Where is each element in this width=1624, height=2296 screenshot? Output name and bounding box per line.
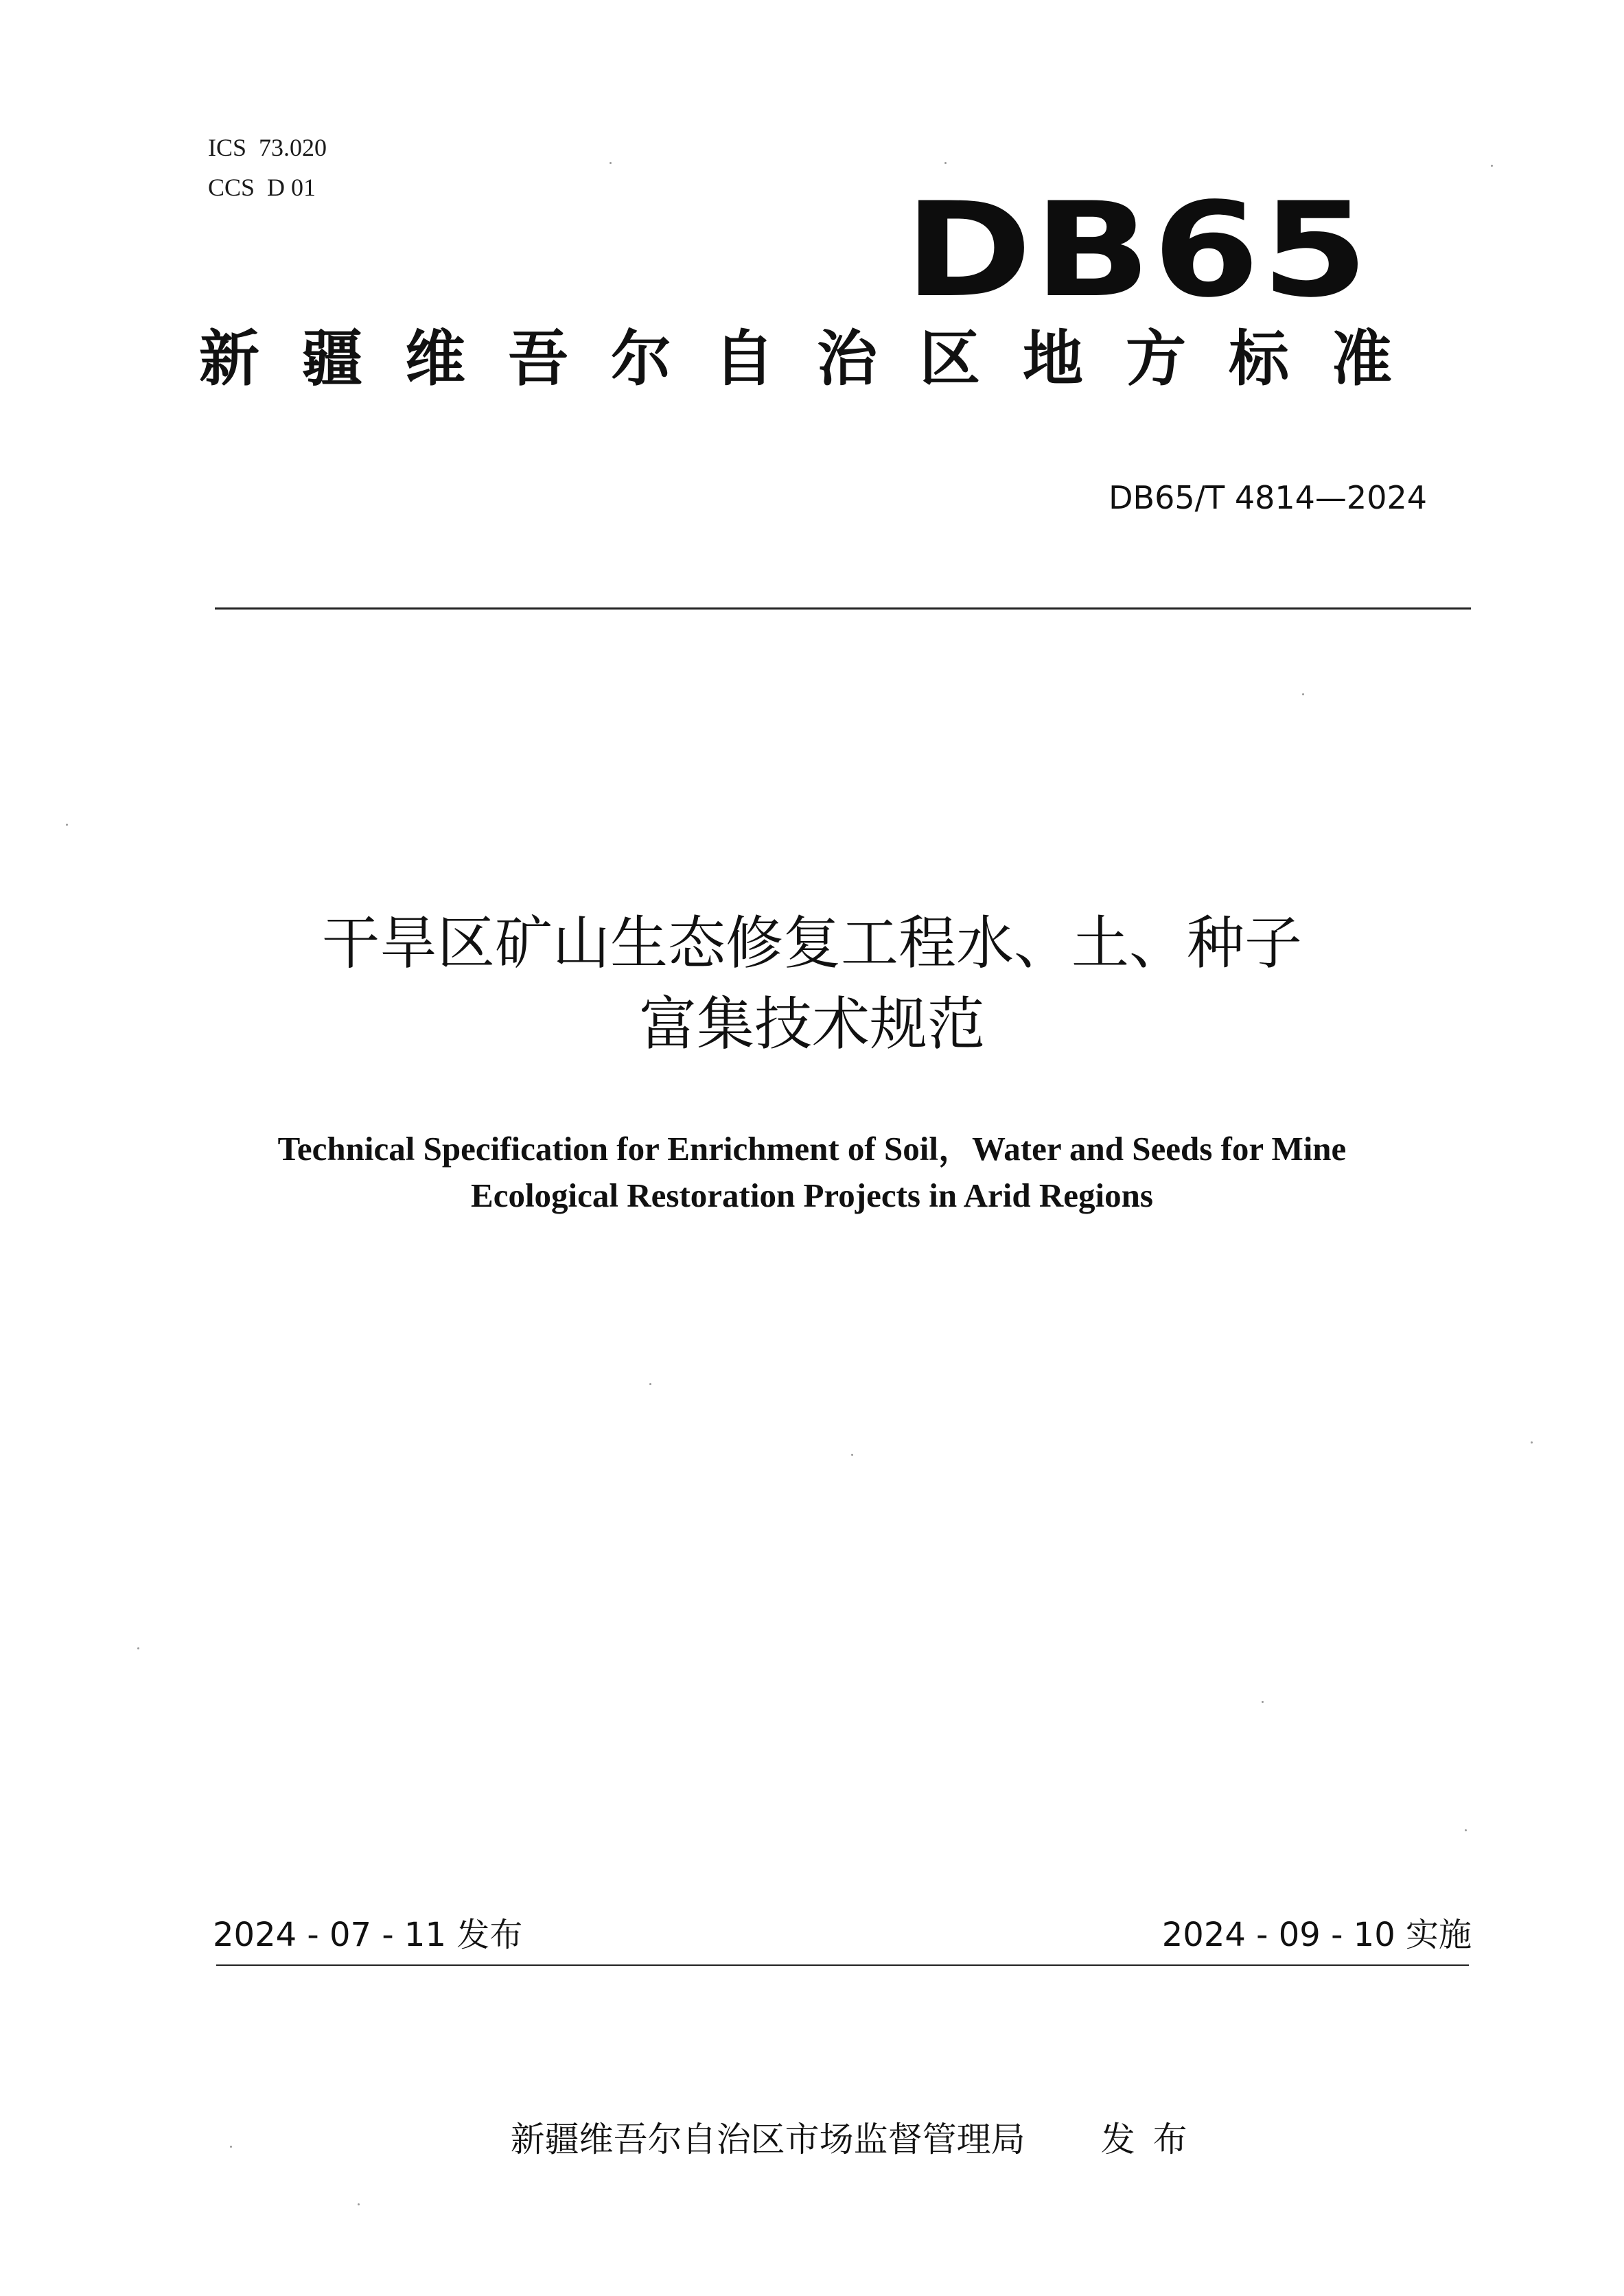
scan-speck [1531, 1441, 1533, 1443]
chinese-title [0, 903, 1624, 1065]
classification-codes [208, 128, 327, 207]
ccs-code: CCS D 01 [208, 174, 316, 201]
english-title-line-2: Ecological Restoration Projects in Arid Regions [471, 1176, 1153, 1214]
scan-speck [137, 1647, 139, 1649]
effective-date: 2024 - 09 - 10 实施 [1161, 1916, 1472, 1954]
scan-speck [851, 1454, 853, 1456]
publisher-line [467, 2072, 1205, 2207]
scan-speck [649, 1383, 651, 1385]
ics-code: ICS 73.020 [208, 134, 327, 161]
scan-speck [1302, 693, 1304, 695]
english-title [0, 1126, 1624, 1219]
publisher-name: 新疆维吾尔自治区市场监督管理局 [510, 2120, 1025, 2159]
db65-logo: DB65 [904, 174, 1370, 326]
scan-speck [1465, 1829, 1467, 1831]
chinese-title-line-2: 富集技术规范 [638, 990, 985, 1058]
scan-speck [610, 162, 612, 164]
scan-speck [944, 162, 947, 164]
issue-date: 2024 - 07 - 11 发布 [213, 1916, 523, 1954]
standard-type-heading: 新疆维吾尔自治区地方标准 [199, 323, 1435, 394]
scan-speck [1491, 165, 1493, 167]
scan-speck [1262, 1701, 1264, 1703]
footer-divider [216, 1964, 1469, 1966]
chinese-title-line-1: 干旱区矿山生态修复工程水、土、种子 [321, 909, 1302, 977]
scan-speck [66, 824, 68, 826]
publish-action: 发布 [1100, 2120, 1205, 2159]
english-title-line-1: Technical Specification for Enrichment of Soil，Water and Seeds for Mine [277, 1130, 1347, 1168]
header-divider [215, 607, 1471, 610]
scan-speck [230, 2146, 232, 2148]
standard-number: DB65/T 4814—2024 [1109, 479, 1427, 516]
scan-speck [358, 2203, 360, 2205]
